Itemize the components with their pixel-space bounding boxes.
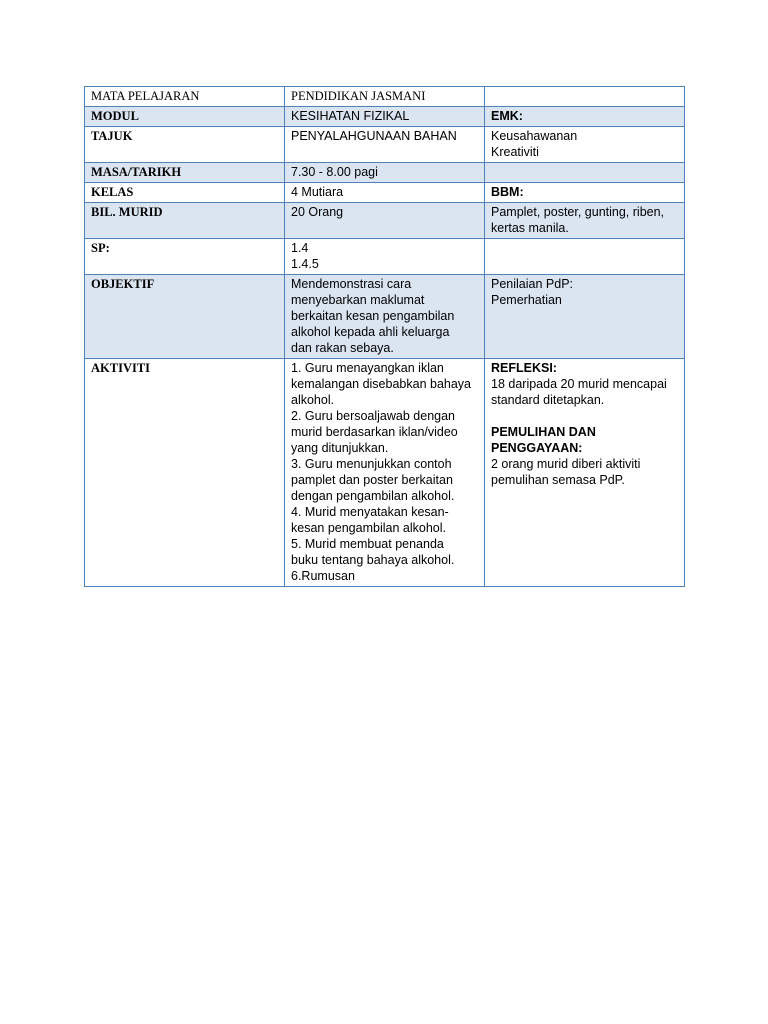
topic-extra — [485, 127, 685, 163]
remedial-title: PEMULIHAN DAN — [491, 425, 596, 439]
sp-label: SP: — [85, 239, 285, 275]
subject-extra — [485, 87, 685, 107]
row-sp — [85, 239, 685, 275]
activity-line: alkohol. — [291, 393, 335, 407]
bbm-value — [485, 203, 685, 239]
emk-item: Kreativiti — [491, 145, 539, 159]
subject-value: PENDIDIKAN JASMANI — [285, 87, 485, 107]
time-label: MASA/TARIKH — [85, 163, 285, 183]
sp-extra — [485, 239, 685, 275]
bbm-line: kertas manila. — [491, 221, 569, 235]
objective-line: dan rakan sebaya. — [291, 341, 394, 355]
activity-line: yang ditunjukkan. — [291, 441, 389, 455]
row-objective — [85, 275, 685, 359]
objective-line: alkohol kepada ahli keluarga — [291, 325, 450, 339]
activity-line: 2. Guru bersoaljawab dengan — [291, 409, 456, 423]
bbm-line: Pamplet, poster, gunting, riben, — [491, 205, 665, 219]
remedial-line: 2 orang murid diberi aktiviti — [491, 457, 641, 471]
students-label: BIL. MURID — [85, 203, 285, 239]
activity-line: dengan pengambilan alkohol. — [291, 489, 455, 503]
row-activity — [85, 359, 685, 587]
activity-line: 4. Murid menyatakan kesan- — [291, 505, 449, 519]
reflection-title: REFLEKSI: — [491, 361, 557, 375]
subject-label: MATA PELAJARAN — [85, 87, 285, 107]
objective-label: OBJEKTIF — [85, 275, 285, 359]
activity-line: pamplet dan poster berkaitan — [291, 473, 453, 487]
activity-label: AKTIVITI — [85, 359, 285, 587]
module-value: KESIHATAN FIZIKAL — [285, 107, 485, 127]
reflection-line: standard ditetapkan. — [491, 393, 605, 407]
remedial-line: pemulihan semasa PdP. — [491, 473, 625, 487]
reflection-line: 18 daripada 20 murid mencapai — [491, 377, 667, 391]
emk-label: EMK: — [485, 107, 685, 127]
objective-value — [285, 275, 485, 359]
sp-line: 1.4.5 — [291, 257, 319, 271]
reflection — [485, 359, 685, 587]
remedial-title: PENGGAYAAN: — [491, 441, 583, 455]
row-students — [85, 203, 685, 239]
time-value: 7.30 - 8.00 pagi — [285, 163, 485, 183]
assessment — [485, 275, 685, 359]
activity-line: kemalangan disebabkan bahaya — [291, 377, 471, 391]
activity-line: 3. Guru menunjukkan contoh — [291, 457, 452, 471]
topic-value: PENYALAHGUNAAN BAHAN — [285, 127, 485, 163]
objective-line: berkaitan kesan pengambilan — [291, 309, 455, 323]
row-subject — [85, 87, 685, 107]
sp-line: 1.4 — [291, 241, 309, 255]
activity-line: buku tentang bahaya alkohol. — [291, 553, 455, 567]
activity-line: murid berdasarkan iklan/video — [291, 425, 458, 439]
students-value: 20 Orang — [285, 203, 485, 239]
row-topic — [85, 127, 685, 163]
activity-line: 1. Guru menayangkan iklan — [291, 361, 444, 375]
lesson-plan-table — [84, 86, 685, 587]
objective-line: Mendemonstrasi cara — [291, 277, 412, 291]
activity-steps — [285, 359, 485, 587]
objective-line: menyebarkan maklumat — [291, 293, 425, 307]
bbm-label: BBM: — [485, 183, 685, 203]
module-label: MODUL — [85, 107, 285, 127]
assessment-title: Penilaian PdP: — [491, 277, 574, 291]
class-label: KELAS — [85, 183, 285, 203]
time-extra — [485, 163, 685, 183]
sp-value — [285, 239, 485, 275]
assessment-value: Pemerhatian — [491, 293, 562, 307]
topic-label: TAJUK — [85, 127, 285, 163]
activity-line: 5. Murid membuat penanda — [291, 537, 444, 551]
row-class — [85, 183, 685, 203]
activity-line: kesan pengambilan alkohol. — [291, 521, 446, 535]
row-time — [85, 163, 685, 183]
spacer — [491, 408, 678, 424]
row-module — [85, 107, 685, 127]
activity-line: 6.Rumusan — [291, 569, 355, 583]
class-value: 4 Mutiara — [285, 183, 485, 203]
emk-item: Keusahawanan — [491, 129, 578, 143]
